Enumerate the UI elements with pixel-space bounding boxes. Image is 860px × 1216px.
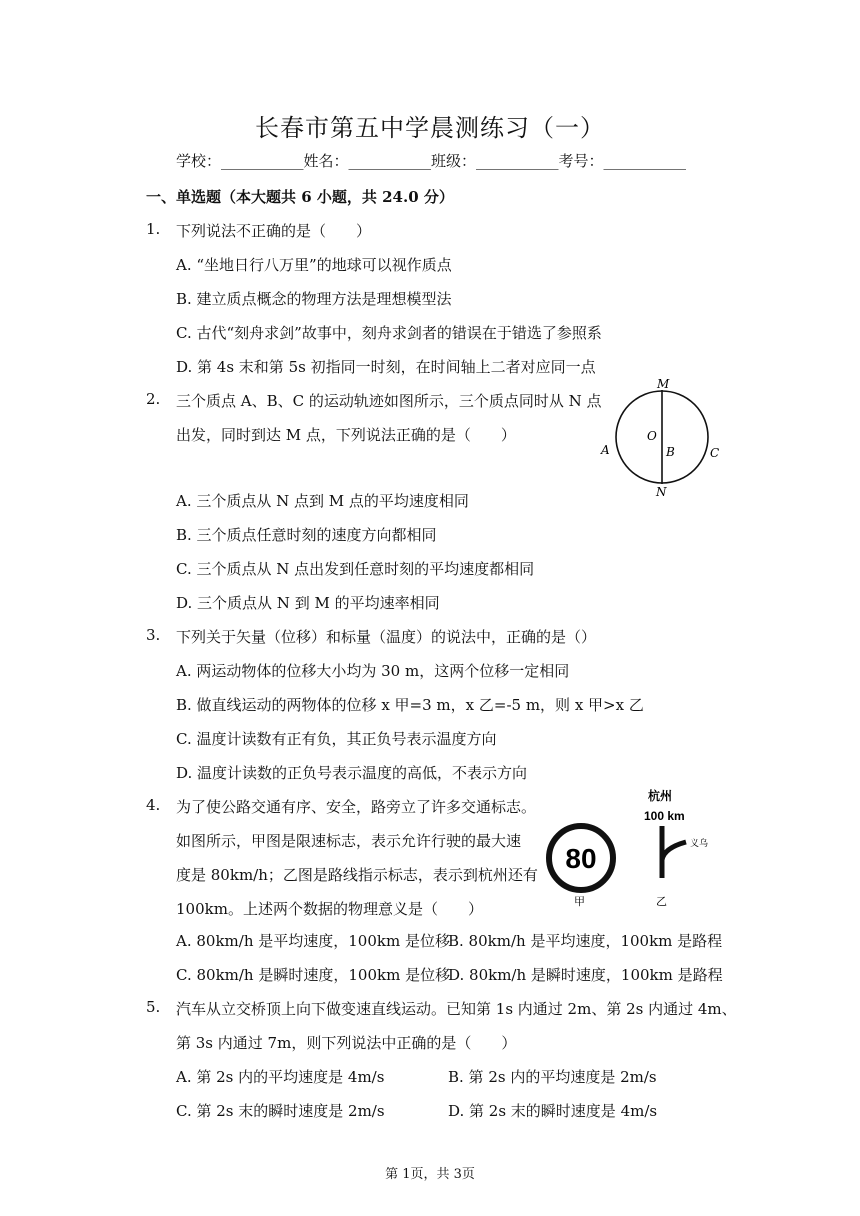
label-a: A [601,443,610,457]
route-arrow-branch [662,842,686,860]
speed-limit-value: 80 [565,843,597,874]
question-stem: 三个质点 A、B、C 的运动轨迹如图所示，三个质点同时从 N 点 [176,392,602,410]
question-stem: 下列说法不正确的是（ ） [176,222,372,240]
question-stem: 出发，同时到达 M 点，下列说法正确的是（ ） [176,426,516,444]
option-d: D. 温度计读数的正负号表示温度的高低，不表示方向 [176,764,528,782]
question-number: 5. [146,998,161,1016]
option-c: C. 古代“刻舟求剑”故事中，刻舟求剑者的错误在于错选了参照系 [176,324,602,342]
label-b: B [666,445,675,459]
label-jia: 甲 [574,895,585,908]
option-a: A. “坐地日行八万里”的地球可以视作质点 [176,256,452,274]
option-b: B. 建立质点概念的物理方法是理想模型法 [176,290,452,308]
option-a: A. 三个质点从 N 点到 M 点的平均速度相同 [176,492,469,510]
option-d: D. 80km/h 是瞬时速度，100km 是路程 [448,966,723,984]
option-a: A. 80km/h 是平均速度，100km 是位移 [176,932,450,950]
option-b: B. 做直线运动的两物体的位移 x 甲=3 m，x 乙=-5 m，则 x 甲>x 乙 [176,696,644,714]
question-stem: 下列关于矢量（位移）和标量（温度）的说法中，正确的是（） [176,628,597,646]
question-number: 4. [146,796,161,814]
question-stem: 100km。上述两个数据的物理意义是（ ） [176,900,483,918]
option-b: B. 第 2s 内的平均速度是 2m/s [448,1068,657,1086]
question-stem: 第 3s 内通过 7m，则下列说法中正确的是（ ） [176,1034,517,1052]
option-d: D. 第 2s 末的瞬时速度是 4m/s [448,1102,658,1120]
label-c: C [710,446,720,460]
city-label: 杭州 [648,789,673,803]
student-info-line: 学校：___________姓名：___________班级：___________考号：___________ [176,152,687,170]
option-d: D. 三个质点从 N 到 M 的平均速率相同 [176,594,440,612]
trajectory-figure [596,376,726,498]
question-stem: 如图所示，甲图是限速标志，表示允许行驶的最大速 [176,832,522,850]
option-a: A. 两运动物体的位移大小均为 30 m，这两个位移一定相同 [176,662,570,680]
traffic-signs-figure [536,786,726,912]
option-c: C. 第 2s 末的瞬时速度是 2m/s [176,1102,385,1120]
label-o: O [647,429,657,443]
option-d: D. 第 4s 末和第 5s 初指同一时刻，在时间轴上二者对应同一点 [176,358,596,376]
question-number: 1. [146,220,161,238]
question-stem: 度是 80km/h；乙图是路线指示标志，表示到杭州还有 [176,866,538,884]
section-heading: 一、单选题（本大题共 6 小题，共 24.0 分） [146,188,454,206]
page-footer: 第 1页，共 3页 [385,1167,475,1182]
question-stem: 为了使公路交通有序、安全，路旁立了许多交通标志。 [176,798,537,816]
option-b: B. 80km/h 是平均速度，100km 是路程 [448,932,723,950]
option-c: C. 三个质点从 N 点出发到任意时刻的平均速度都相同 [176,560,535,578]
question-stem: 汽车从立交桥顶上向下做变速直线运动。已知第 1s 内通过 2m、第 2s 内通过 4m、 [176,1000,737,1018]
distance-label: 100 km [644,809,685,823]
branch-label: 义乌 [690,839,709,849]
question-number: 3. [146,626,161,644]
option-b: B. 三个质点任意时刻的速度方向都相同 [176,526,437,544]
label-m: M [657,377,670,391]
option-a: A. 第 2s 内的平均速度是 4m/s [176,1068,385,1086]
option-c: C. 80km/h 是瞬时速度，100km 是位移 [176,966,451,984]
label-yi: 乙 [656,895,667,908]
option-c: C. 温度计读数有正有负，其正负号表示温度方向 [176,730,497,748]
label-n: N [656,485,667,498]
question-number: 2. [146,390,161,408]
page-title: 长春市第五中学晨测练习（一） [255,114,605,142]
